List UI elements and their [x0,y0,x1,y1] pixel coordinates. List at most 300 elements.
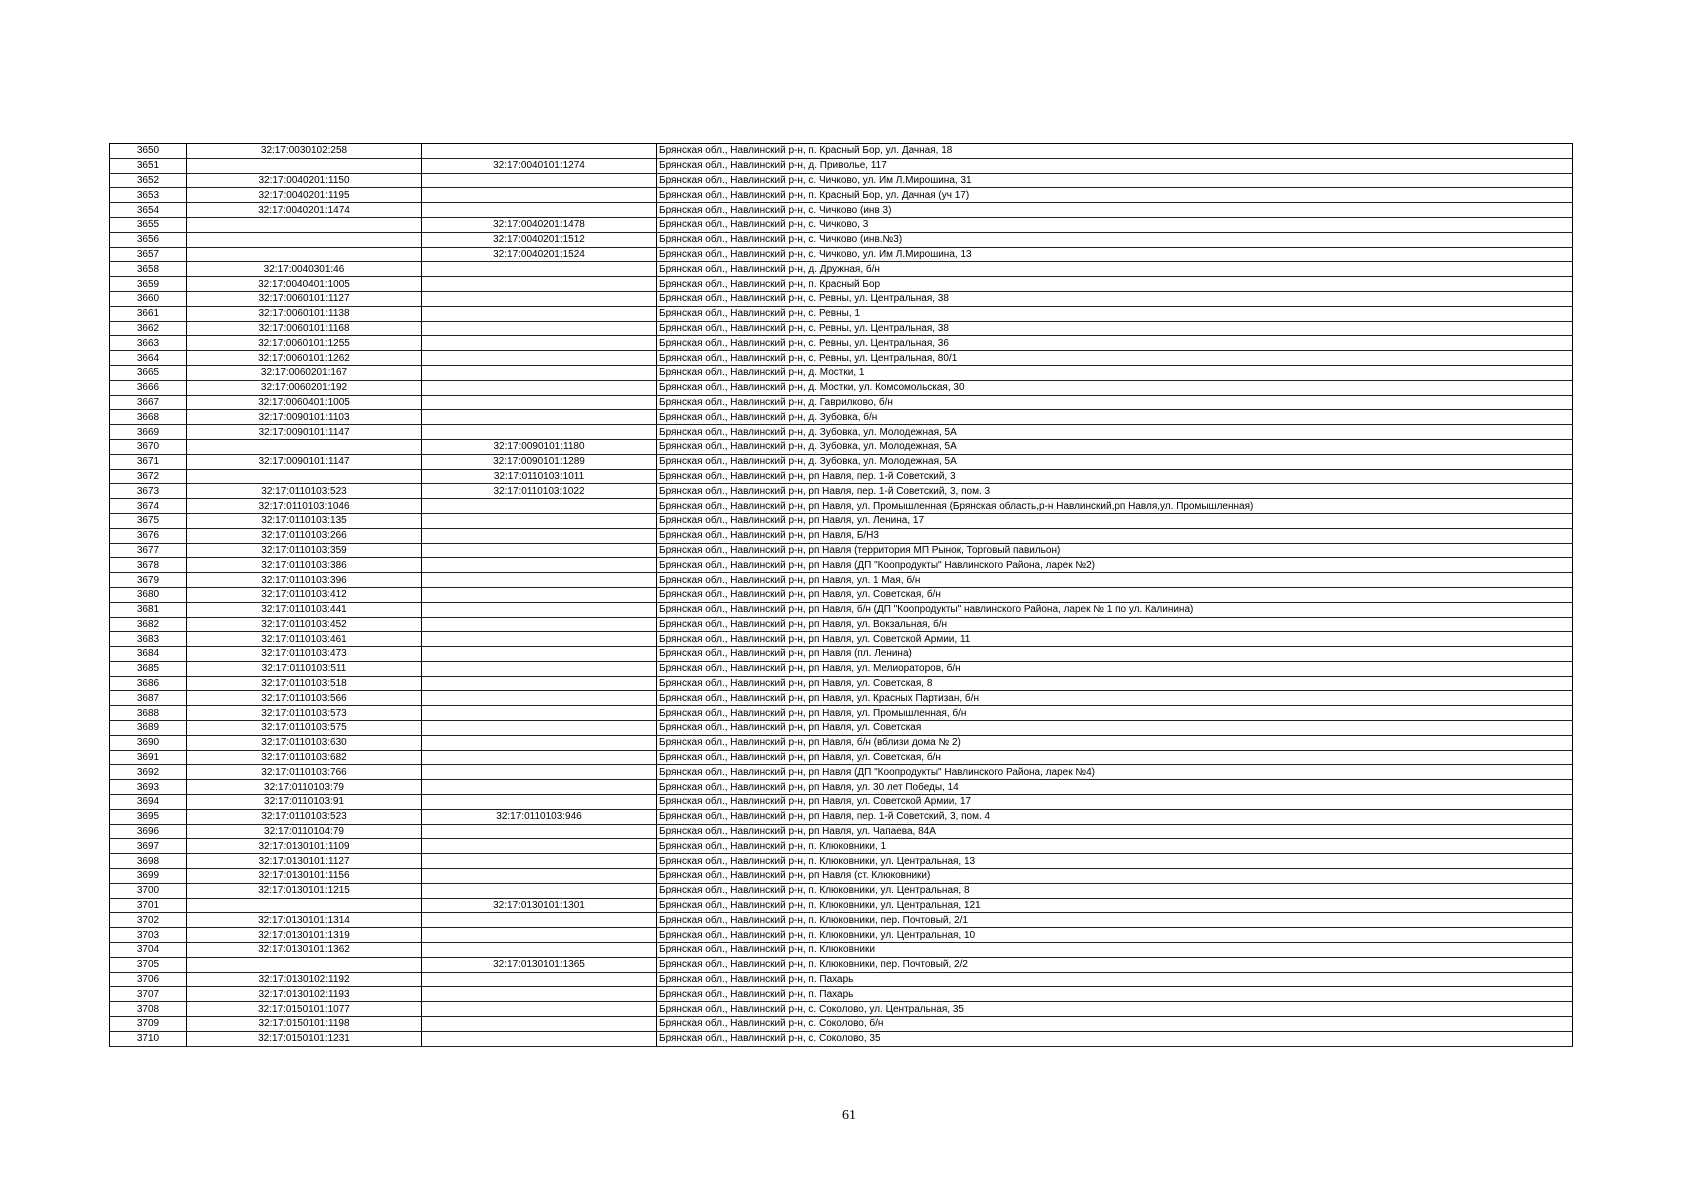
parent-cadastral-number-cell [422,691,657,706]
cadastral-number-cell: 32:17:0110103:1046 [187,499,422,514]
cadastral-number-cell: 32:17:0060101:1127 [187,291,422,306]
address-cell: Брянская обл., Навлинский р-н, рп Навля, ул. Вокзальная, б/н [657,617,1573,632]
row-number-cell: 3652 [110,173,187,188]
property-table [109,143,1573,1047]
parent-cadastral-number-cell [422,854,657,869]
parent-cadastral-number-cell [422,943,657,958]
parent-cadastral-number-cell: 32:17:0130101:1301 [422,898,657,913]
page-number: 61 [842,1108,856,1123]
cadastral-number-cell: 32:17:0110103:396 [187,573,422,588]
parent-cadastral-number-cell [422,765,657,780]
parent-cadastral-number-cell [422,173,657,188]
cadastral-number-cell: 32:17:0150101:1231 [187,1031,422,1046]
address-cell: Брянская обл., Навлинский р-н, д. Зубовка, ул. Молодежная, 5А [657,454,1573,469]
cadastral-number-cell [187,247,422,262]
table-row [110,439,1573,454]
parent-cadastral-number-cell [422,883,657,898]
row-number-cell: 3653 [110,188,187,203]
address-cell: Брянская обл., Навлинский р-н, с. Соколово, ул. Центральная, 35 [657,1002,1573,1017]
address-cell: Брянская обл., Навлинский р-н, рп Навля, ул. Советской Армии, 17 [657,795,1573,810]
row-number-cell: 3698 [110,854,187,869]
table-row [110,943,1573,958]
address-cell: Брянская обл., Навлинский р-н, рп Навля, ул. Промышленная (Брянская область,р-н Навлинский,рп Навля,ул. Промышленная) [657,499,1573,514]
parent-cadastral-number-cell [422,721,657,736]
table-row [110,691,1573,706]
cadastral-number-cell: 32:17:0110103:452 [187,617,422,632]
address-cell: Брянская обл., Навлинский р-н, д. Зубовка, б/н [657,410,1573,425]
parent-cadastral-number-cell [422,573,657,588]
address-cell: Брянская обл., Навлинский р-н, с. Ревны, ул. Центральная, 80/1 [657,351,1573,366]
cadastral-number-cell: 32:17:0130101:1362 [187,943,422,958]
address-cell: Брянская обл., Навлинский р-н, рп Навля, ул. Советская, б/н [657,750,1573,765]
row-number-cell: 3693 [110,780,187,795]
table-row [110,617,1573,632]
row-number-cell: 3656 [110,232,187,247]
parent-cadastral-number-cell: 32:17:0090101:1289 [422,454,657,469]
cadastral-number-cell [187,957,422,972]
address-cell: Брянская обл., Навлинский р-н, с. Ревны, ул. Центральная, 38 [657,321,1573,336]
parent-cadastral-number-cell [422,632,657,647]
table-row [110,721,1573,736]
cadastral-number-cell: 32:17:0110103:766 [187,765,422,780]
table-row [110,217,1573,232]
address-cell: Брянская обл., Навлинский р-н, рп Навля, б/н (ДП "Коопродукты" навлинского Района, ларек № 1 по ул. Калинина) [657,602,1573,617]
address-cell: Брянская обл., Навлинский р-н, д. Гаврилково, б/н [657,395,1573,410]
table-row [110,809,1573,824]
cadastral-number-cell: 32:17:0060401:1005 [187,395,422,410]
cadastral-number-cell: 32:17:0110103:518 [187,676,422,691]
cadastral-number-cell: 32:17:0090101:1147 [187,425,422,440]
address-cell: Брянская обл., Навлинский р-н, рп Навля, Б/Н3 [657,528,1573,543]
row-number-cell: 3683 [110,632,187,647]
address-cell: Брянская обл., Навлинский р-н, с. Чичково, ул. Им Л.Мирошина, 13 [657,247,1573,262]
table-row [110,232,1573,247]
address-cell: Брянская обл., Навлинский р-н, п. Красный Бор [657,277,1573,292]
table-row [110,676,1573,691]
address-cell: Брянская обл., Навлинский р-н, п. Клюковники [657,943,1573,958]
table-row [110,573,1573,588]
address-cell: Брянская обл., Навлинский р-н, рп Навля, ул. Советская, б/н [657,587,1573,602]
row-number-cell: 3695 [110,809,187,824]
cadastral-number-cell: 32:17:0040201:1195 [187,188,422,203]
row-number-cell: 3682 [110,617,187,632]
row-number-cell: 3676 [110,528,187,543]
table-row [110,365,1573,380]
parent-cadastral-number-cell [422,928,657,943]
parent-cadastral-number-cell [422,321,657,336]
row-number-cell: 3662 [110,321,187,336]
row-number-cell: 3670 [110,439,187,454]
row-number-cell: 3672 [110,469,187,484]
parent-cadastral-number-cell [422,425,657,440]
address-cell: Брянская обл., Навлинский р-н, рп Навля, пер. 1-й Советский, 3 [657,469,1573,484]
table-row [110,499,1573,514]
table-row [110,706,1573,721]
cadastral-number-cell: 32:17:0060101:1138 [187,306,422,321]
row-number-cell: 3699 [110,869,187,884]
table-row [110,321,1573,336]
parent-cadastral-number-cell [422,987,657,1002]
address-cell: Брянская обл., Навлинский р-н, рп Навля, б/н (вблизи дома № 2) [657,735,1573,750]
address-cell: Брянская обл., Навлинский р-н, п. Клюковники, пер. Почтовый, 2/1 [657,913,1573,928]
parent-cadastral-number-cell: 32:17:0110103:946 [422,809,657,824]
cadastral-number-cell: 32:17:0110103:266 [187,528,422,543]
row-number-cell: 3678 [110,558,187,573]
parent-cadastral-number-cell [422,647,657,662]
table-row [110,661,1573,676]
cadastral-number-cell [187,898,422,913]
row-number-cell: 3691 [110,750,187,765]
row-number-cell: 3659 [110,277,187,292]
address-cell: Брянская обл., Навлинский р-н, д. Мостки, 1 [657,365,1573,380]
row-number-cell: 3654 [110,203,187,218]
address-cell: Брянская обл., Навлинский р-н, п. Пахарь [657,987,1573,1002]
cadastral-number-cell: 32:17:0110103:523 [187,809,422,824]
cadastral-number-cell: 32:17:0110103:473 [187,647,422,662]
parent-cadastral-number-cell [422,1002,657,1017]
table-row [110,765,1573,780]
address-cell: Брянская обл., Навлинский р-н, п. Красный Бор, ул. Дачная, 18 [657,144,1573,159]
table-row [110,972,1573,987]
parent-cadastral-number-cell [422,972,657,987]
table-row [110,1017,1573,1032]
cadastral-number-cell: 32:17:0110103:386 [187,558,422,573]
table-row [110,158,1573,173]
address-cell: Брянская обл., Навлинский р-н, рп Навля, пер. 1-й Советский, 3, пом. 3 [657,484,1573,499]
table-row [110,262,1573,277]
cadastral-number-cell [187,469,422,484]
address-cell: Брянская обл., Навлинский р-н, с. Чичково, ул. Им Л.Мирошина, 31 [657,173,1573,188]
parent-cadastral-number-cell [422,587,657,602]
address-cell: Брянская обл., Навлинский р-н, п. Клюковники, 1 [657,839,1573,854]
cadastral-number-cell: 32:17:0110103:135 [187,513,422,528]
parent-cadastral-number-cell [422,410,657,425]
row-number-cell: 3665 [110,365,187,380]
cadastral-number-cell: 32:17:0110104:79 [187,824,422,839]
table-row [110,469,1573,484]
row-number-cell: 3697 [110,839,187,854]
address-cell: Брянская обл., Навлинский р-н, с. Ревны, ул. Центральная, 36 [657,336,1573,351]
cadastral-number-cell: 32:17:0150101:1077 [187,1002,422,1017]
address-cell: Брянская обл., Навлинский р-н, рп Навля, пер. 1-й Советский, 3, пом. 4 [657,809,1573,824]
address-cell: Брянская обл., Навлинский р-н, с. Ревны, 1 [657,306,1573,321]
parent-cadastral-number-cell [422,543,657,558]
parent-cadastral-number-cell: 32:17:0110103:1011 [422,469,657,484]
parent-cadastral-number-cell [422,1017,657,1032]
cadastral-number-cell: 32:17:0150101:1198 [187,1017,422,1032]
table-row [110,587,1573,602]
row-number-cell: 3684 [110,647,187,662]
table-row [110,898,1573,913]
cadastral-number-cell: 32:17:0060201:192 [187,380,422,395]
parent-cadastral-number-cell [422,513,657,528]
table-row [110,780,1573,795]
row-number-cell: 3707 [110,987,187,1002]
table-row [110,632,1573,647]
address-cell: Брянская обл., Навлинский р-н, д. Дружная, б/н [657,262,1573,277]
row-number-cell: 3685 [110,661,187,676]
row-number-cell: 3687 [110,691,187,706]
cadastral-number-cell: 32:17:0110103:441 [187,602,422,617]
address-cell: Брянская обл., Навлинский р-н, д. Зубовка, ул. Молодежная, 5А [657,439,1573,454]
row-number-cell: 3710 [110,1031,187,1046]
cadastral-number-cell: 32:17:0110103:575 [187,721,422,736]
cadastral-number-cell: 32:17:0090101:1147 [187,454,422,469]
address-cell: Брянская обл., Навлинский р-н, рп Навля, ул. 1 Мая, б/н [657,573,1573,588]
row-number-cell: 3658 [110,262,187,277]
table-row [110,750,1573,765]
address-cell: Брянская обл., Навлинский р-н, рп Навля (ДП "Коопродукты" Навлинского Района, ларек №2) [657,558,1573,573]
address-cell: Брянская обл., Навлинский р-н, п. Клюковники, ул. Центральная, 121 [657,898,1573,913]
cadastral-number-cell: 32:17:0110103:412 [187,587,422,602]
parent-cadastral-number-cell [422,750,657,765]
row-number-cell: 3703 [110,928,187,943]
parent-cadastral-number-cell [422,824,657,839]
row-number-cell: 3669 [110,425,187,440]
table-row [110,883,1573,898]
address-cell: Брянская обл., Навлинский р-н, рп Навля (ст. Клюковники) [657,869,1573,884]
address-cell: Брянская обл., Навлинский р-н, с. Чичково (инв 3) [657,203,1573,218]
row-number-cell: 3700 [110,883,187,898]
parent-cadastral-number-cell [422,602,657,617]
row-number-cell: 3650 [110,144,187,159]
row-number-cell: 3660 [110,291,187,306]
parent-cadastral-number-cell [422,735,657,750]
table-row [110,336,1573,351]
row-number-cell: 3679 [110,573,187,588]
parent-cadastral-number-cell [422,661,657,676]
row-number-cell: 3688 [110,706,187,721]
row-number-cell: 3680 [110,587,187,602]
parent-cadastral-number-cell [422,795,657,810]
parent-cadastral-number-cell [422,676,657,691]
cadastral-number-cell: 32:17:0060101:1262 [187,351,422,366]
address-cell: Брянская обл., Навлинский р-н, с. Соколово, 35 [657,1031,1573,1046]
cadastral-number-cell [187,232,422,247]
row-number-cell: 3663 [110,336,187,351]
parent-cadastral-number-cell [422,558,657,573]
table-row [110,824,1573,839]
row-number-cell: 3664 [110,351,187,366]
parent-cadastral-number-cell: 32:17:0040201:1524 [422,247,657,262]
row-number-cell: 3657 [110,247,187,262]
cadastral-number-cell: 32:17:0130101:1215 [187,883,422,898]
row-number-cell: 3675 [110,513,187,528]
parent-cadastral-number-cell [422,336,657,351]
cadastral-number-cell: 32:17:0030102:258 [187,144,422,159]
parent-cadastral-number-cell [422,617,657,632]
address-cell: Брянская обл., Навлинский р-н, с. Чичково (инв.№3) [657,232,1573,247]
table-row [110,928,1573,943]
parent-cadastral-number-cell [422,395,657,410]
table-row [110,543,1573,558]
parent-cadastral-number-cell [422,913,657,928]
cadastral-number-cell: 32:17:0110103:511 [187,661,422,676]
cadastral-number-cell [187,158,422,173]
parent-cadastral-number-cell [422,499,657,514]
address-cell: Брянская обл., Навлинский р-н, п. Красный Бор, ул. Дачная (уч 17) [657,188,1573,203]
address-cell: Брянская обл., Навлинский р-н, п. Пахарь [657,972,1573,987]
cadastral-number-cell: 32:17:0110103:359 [187,543,422,558]
address-cell: Брянская обл., Навлинский р-н, п. Клюковники, пер. Почтовый, 2/2 [657,957,1573,972]
cadastral-number-cell: 32:17:0060101:1168 [187,321,422,336]
cadastral-number-cell: 32:17:0110103:573 [187,706,422,721]
table-row [110,528,1573,543]
parent-cadastral-number-cell: 32:17:0040201:1478 [422,217,657,232]
row-number-cell: 3689 [110,721,187,736]
row-number-cell: 3694 [110,795,187,810]
table-row [110,484,1573,499]
address-cell: Брянская обл., Навлинский р-н, рп Навля, ул. Промышленная, б/н [657,706,1573,721]
parent-cadastral-number-cell [422,839,657,854]
row-number-cell: 3671 [110,454,187,469]
row-number-cell: 3668 [110,410,187,425]
address-cell: Брянская обл., Навлинский р-н, рп Навля, ул. Советской Армии, 11 [657,632,1573,647]
cadastral-number-cell: 32:17:0110103:79 [187,780,422,795]
row-number-cell: 3666 [110,380,187,395]
row-number-cell: 3651 [110,158,187,173]
row-number-cell: 3702 [110,913,187,928]
row-number-cell: 3655 [110,217,187,232]
row-number-cell: 3690 [110,735,187,750]
table-row [110,735,1573,750]
table-row [110,173,1573,188]
cadastral-number-cell: 32:17:0060101:1255 [187,336,422,351]
table-row [110,513,1573,528]
cadastral-number-cell: 32:17:0110103:461 [187,632,422,647]
parent-cadastral-number-cell [422,277,657,292]
parent-cadastral-number-cell [422,780,657,795]
parent-cadastral-number-cell [422,351,657,366]
table-row [110,987,1573,1002]
cadastral-number-cell: 32:17:0110103:682 [187,750,422,765]
table-row [110,380,1573,395]
parent-cadastral-number-cell: 32:17:0040201:1512 [422,232,657,247]
table-row [110,454,1573,469]
cadastral-number-cell: 32:17:0040401:1005 [187,277,422,292]
cadastral-number-cell: 32:17:0040201:1150 [187,173,422,188]
row-number-cell: 3674 [110,499,187,514]
parent-cadastral-number-cell [422,144,657,159]
row-number-cell: 3708 [110,1002,187,1017]
cadastral-number-cell: 32:17:0110103:566 [187,691,422,706]
row-number-cell: 3701 [110,898,187,913]
parent-cadastral-number-cell [422,306,657,321]
cadastral-number-cell: 32:17:0110103:523 [187,484,422,499]
parent-cadastral-number-cell [422,203,657,218]
cadastral-number-cell: 32:17:0090101:1103 [187,410,422,425]
table-row [110,1002,1573,1017]
address-cell: Брянская обл., Навлинский р-н, д. Приволье, 117 [657,158,1573,173]
address-cell: Брянская обл., Навлинский р-н, рп Навля, ул. Советская, 8 [657,676,1573,691]
cadastral-number-cell: 32:17:0130101:1127 [187,854,422,869]
parent-cadastral-number-cell [422,291,657,306]
table-row [110,188,1573,203]
parent-cadastral-number-cell [422,365,657,380]
row-number-cell: 3705 [110,957,187,972]
cadastral-number-cell: 32:17:0130102:1192 [187,972,422,987]
table-row [110,425,1573,440]
cadastral-number-cell: 32:17:0110103:91 [187,795,422,810]
cadastral-number-cell: 32:17:0060201:167 [187,365,422,380]
row-number-cell: 3692 [110,765,187,780]
table-row [110,1031,1573,1046]
table-row [110,602,1573,617]
table-body [110,144,1573,1047]
row-number-cell: 3706 [110,972,187,987]
parent-cadastral-number-cell [422,869,657,884]
cadastral-number-cell [187,217,422,232]
table-row [110,795,1573,810]
parent-cadastral-number-cell [422,706,657,721]
table-row [110,410,1573,425]
row-number-cell: 3709 [110,1017,187,1032]
cadastral-number-cell: 32:17:0130102:1193 [187,987,422,1002]
parent-cadastral-number-cell [422,380,657,395]
parent-cadastral-number-cell: 32:17:0130101:1365 [422,957,657,972]
cadastral-number-cell: 32:17:0130101:1109 [187,839,422,854]
address-cell: Брянская обл., Навлинский р-н, рп Навля, ул. Красных Партизан, б/н [657,691,1573,706]
address-cell: Брянская обл., Навлинский р-н, рп Навля, ул. 30 лет Победы, 14 [657,780,1573,795]
table-row [110,203,1573,218]
address-cell: Брянская обл., Навлинский р-н, с. Чичково, 3 [657,217,1573,232]
table-row [110,247,1573,262]
row-number-cell: 3661 [110,306,187,321]
parent-cadastral-number-cell [422,262,657,277]
cadastral-number-cell: 32:17:0110103:630 [187,735,422,750]
table-row [110,306,1573,321]
parent-cadastral-number-cell [422,1031,657,1046]
address-cell: Брянская обл., Навлинский р-н, рп Навля, ул. Советская [657,721,1573,736]
table-row [110,291,1573,306]
address-cell: Брянская обл., Навлинский р-н, рп Навля, ул. Мелиораторов, б/н [657,661,1573,676]
address-cell: Брянская обл., Навлинский р-н, с. Соколово, б/н [657,1017,1573,1032]
row-number-cell: 3673 [110,484,187,499]
address-cell: Брянская обл., Навлинский р-н, п. Клюковники, ул. Центральная, 13 [657,854,1573,869]
parent-cadastral-number-cell: 32:17:0040101:1274 [422,158,657,173]
table-row [110,558,1573,573]
table-row [110,913,1573,928]
parent-cadastral-number-cell [422,528,657,543]
table-row [110,144,1573,159]
row-number-cell: 3704 [110,943,187,958]
table-row [110,854,1573,869]
address-cell: Брянская обл., Навлинский р-н, рп Навля, ул. Чапаева, 84А [657,824,1573,839]
parent-cadastral-number-cell: 32:17:0110103:1022 [422,484,657,499]
row-number-cell: 3667 [110,395,187,410]
row-number-cell: 3686 [110,676,187,691]
cadastral-number-cell: 32:17:0040301:46 [187,262,422,277]
table-row [110,869,1573,884]
row-number-cell: 3696 [110,824,187,839]
address-cell: Брянская обл., Навлинский р-н, п. Клюковники, ул. Центральная, 8 [657,883,1573,898]
cadastral-number-cell [187,439,422,454]
table-row [110,957,1573,972]
parent-cadastral-number-cell [422,188,657,203]
address-cell: Брянская обл., Навлинский р-н, с. Ревны, ул. Центральная, 38 [657,291,1573,306]
address-cell: Брянская обл., Навлинский р-н, д. Зубовка, ул. Молодежная, 5А [657,425,1573,440]
parent-cadastral-number-cell: 32:17:0090101:1180 [422,439,657,454]
row-number-cell: 3681 [110,602,187,617]
row-number-cell: 3677 [110,543,187,558]
table-row [110,647,1573,662]
table-row [110,351,1573,366]
cadastral-number-cell: 32:17:0040201:1474 [187,203,422,218]
address-cell: Брянская обл., Навлинский р-н, рп Навля (пл. Ленина) [657,647,1573,662]
cadastral-number-cell: 32:17:0130101:1156 [187,869,422,884]
table-row [110,839,1573,854]
address-cell: Брянская обл., Навлинский р-н, рп Навля (ДП "Коопродукты" Навлинского Района, ларек №4) [657,765,1573,780]
